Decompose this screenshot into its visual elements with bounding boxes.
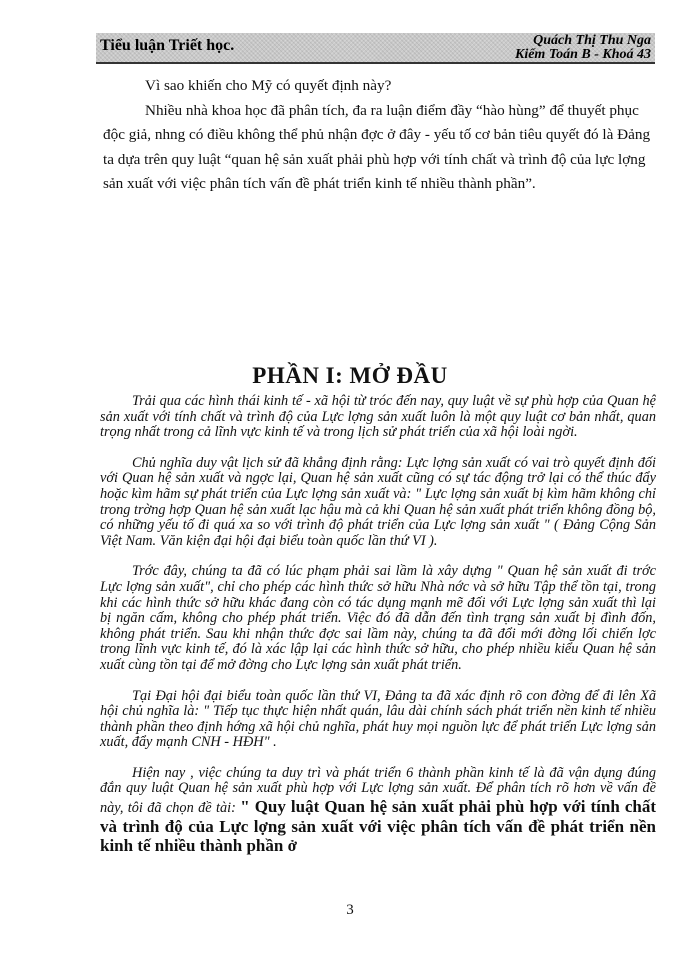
intro-paragraph: Vì sao khiến cho Mỹ có quyết định này? [145,77,392,94]
body-paragraph: Chủ nghĩa duy vật lịch sử đã khẳng định rằng: Lực lợng sản xuất có vai trò quyết định đối với Quan hệ sản xuất và ngợc lại, Quan hệ sản xuất cũng có sự tác động trở lại có thể thúc đẩy hoặc kìm hãm sự phát triển của Lực lợng sản xuất và: " Lực lợng sản xuất bị kìm hãm không chỉ trong trờng hợp Quan hệ sản xuất lạc hậu mà cả khi Quan hệ sản xuất phát triển không đồng bộ, có những yếu tố đi quá xa so với trình độ phát triển của Lực lợng sản xuất " ( Đảng Cộng Sản Việt Nam. Văn kiện đại hội đại biểu toàn quốc lần thứ VI ). [100,454,656,549]
body-paragraph: Trớc đây, chúng ta đã có lúc phạm phải sai lầm là xây dựng " Quan hệ sản xuất đi trớc Lực lợng sản xuất", chỉ cho phép các hình thức sở hữu Nhà nớc và sở hữu Tập thể tồn tại, trong khi các hình thức sở hữu khác đang còn có tác dụng mạnh mẽ đối với Lực lợng sản xuất thì lại bị ngăn cấm, không cho phép phát triển. Việc đó đã dẫn đến tình trạng sản xuất bị đình đốn, không phát triển. Sau khi nhận thức đợc sai lầm này, chúng ta đã đổi mới đờng lối chiến lợc trong lĩnh vực kinh tế, đó là xác lập lại các hình thức sở hữu, cho phép nhiều kiểu Quan hệ sản xuất cùng tồn tại để mở đờng cho Lực lợng sản xuất phát triển. [100,563,656,673]
page-number: 3 [346,902,354,918]
body-paragraph: Tại Đại hội đại biểu toàn quốc lần thứ VI, Đảng ta đã xác định rõ con đờng để đi lên Xã hội chủ nghĩa là: " Tiếp tục thực hiện nhất quán, lâu dài chính sách phát triển nền kinh tế nhiều thành phần theo định hớng xã hội chủ nghĩa, phát huy mọi nguồn lực để phát triển Lực lợng sản xuất, đẩy mạnh CNH - HĐH" . [100,687,656,751]
page-header [96,33,655,64]
section-body [100,394,656,856]
paragraph-lead: Hiện nay , việc chúng ta duy trì và phát triển 6 thành phần kinh tế là đã vận dụng đúng đắn quy luật Quan hệ sản xuất phù hợp với Lực lợng sản xuất. Để phân tích rõ hơn về vấn đề này, tôi đã chọn đề tài: [100,764,656,817]
section-title: PHẦN I: MỞ ĐẦU [252,363,448,388]
intro-text [103,74,655,197]
essay-topic: " Quy luật Quan hệ sản xuất phải phù hợp với tính chất và trình độ của Lực lợng sản xuất với việc phân tích vấn đề phát triển nền kinh tế nhiều thành phần ở [100,797,657,856]
document-title: Tiểu luận Triết học. [100,37,235,54]
body-paragraph-last [100,766,656,856]
author-block [515,34,651,62]
intro-paragraph: Nhiều nhà khoa học đã phân tích, đa ra luận điểm đầy “hào hùng” để thuyết phục độc giả, nhng có điều không thể phủ nhận đợc ở đây - yếu tố cơ bản tiêu quyết đó là Đảng ta dựa trên quy luật “quan hệ sản xuất phải phù hợp với tính chất và trình độ của lực lợng sản xuất với việc phân tích vấn đề phát triển kinh tế nhiều thành phần”. [103,101,651,193]
author-class: Kiểm Toán B - Khoá 43 [514,47,651,62]
body-paragraph: Trải qua các hình thái kinh tế - xã hội từ tróc đến nay, quy luật về sự phù hợp của Quan hệ sản xuất với tính chất và trình độ của Lực lợng sản xuất luôn là một quy luật cơ bản nhất, quan trọng nhất trong cả lĩnh vực kinh tế và trong lịch sử phát triển của xã hội loài ngời. [100,393,656,441]
author-name: Quách Thị Thu Nga [533,33,651,48]
